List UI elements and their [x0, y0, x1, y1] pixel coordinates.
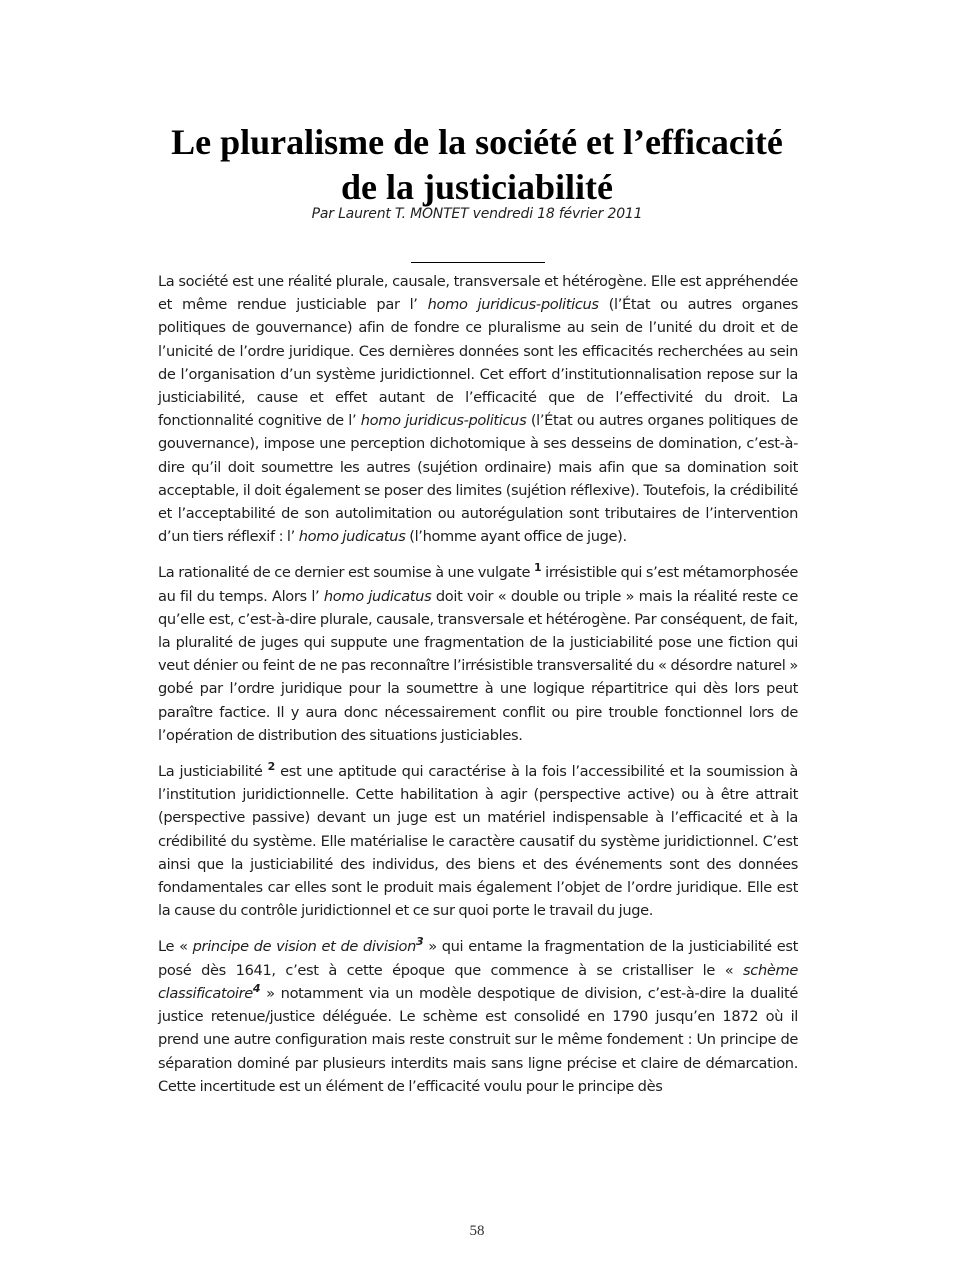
paragraph-1-text-2: (l’État ou autres organes politiques de gouvernance) afin de fondre ce pluralisme au sein de l’unité du droit et de l’unicité de l’ordre juridique. Ces dernières données sont les efficacités recherchées au sein de l’organisation d’un système juridictionnel. Cet effort d’institutionnalisation repose sur la justiciabilité, cause et effet autant de l’efficacité que de l’effectivité du droit. La fonctionnalité cognitive de l’ [158, 296, 798, 430]
article-title-line-2: de la justiciabilité [341, 167, 613, 207]
paragraph-4-text-1: Le « [158, 938, 193, 956]
page-number: 58 [469, 1223, 485, 1239]
title-separator-rule [411, 262, 545, 263]
paragraph-1-text-3: (l’État ou autres organes politiques de gouvernance), impose une perception dichotomique à ses desseins de domination, c’est-à-dire qu’il doit soumettre les autres (sujétion ordinaire) mais afin que sa domination soit acceptable, il doit également se poser des limites (sujétion réflexive). Toutefois, la crédibilité et l’acceptabilité de son autolimitation ou autorégulation sont tributaires de l’intervention d’un tiers réflexif : l’ [158, 412, 798, 546]
article-title [100, 120, 854, 210]
footnote-ref-2[interactable]: 2 [267, 760, 275, 774]
paragraph-4-text-3: » notamment via un modèle despotique de division, c’est-à-dire la dualité justice retenue/justice déléguée. Le schème est consolidé en 1790 jusqu’en 1872 où il prend une autre configuration mais reste construit sur le même fondement : Un principe de séparation dominé par plusieurs interdits mais sans ligne précise et claire de démarcation. Cette incertitude est un élément de l’efficacité voulu pour le principe dès [158, 984, 798, 1095]
paragraph-2-italic-1: homo judicatus [323, 587, 432, 605]
paragraph-3 [158, 760, 798, 922]
paragraph-1-italic-3: homo judicatus [298, 528, 406, 546]
paragraph-2-text-3: doit voir « double ou triple » mais la réalité reste ce qu’elle est, c’est-à-dire plurale, causale, transversale et hétérogène. Par conséquent, de fait, la pluralité de juges qui suppute une fragmentation de la justiciabilité pose une fiction qui veut dénier ou feint de ne pas reconnaître l’irrésistible transversalité du « désordre naturel » gobé par l’ordre juridique pour la soumettre à une logique répartitrice qui dès lors peut paraître factice. Il y aura donc nécessairement conflit ou pire trouble fonctionnel lors de l’opération de distribution des situations justiciables. [158, 587, 798, 744]
article-title-line-1: Le pluralisme de la société et l’efficacité [171, 122, 783, 162]
paragraph-1 [158, 270, 798, 548]
paragraph-1-text-4: (l’homme ayant office de juge). [405, 528, 627, 546]
paragraph-4 [158, 935, 798, 1097]
paragraph-1-text-1: La société est une réalité plurale, causale, transversale et hétérogène. Elle est appréhendée et même rendue justiciable par l’ [158, 273, 798, 314]
paragraph-2-text-1: La rationalité de ce dernier est soumise à une vulgate [158, 564, 534, 582]
paragraph-3-text-1: La justiciabilité [158, 763, 268, 781]
paragraph-4-italic-1: principe de vision et de division [192, 938, 416, 956]
paragraph-1-italic-2: homo juridicus-politicus [360, 412, 527, 430]
paragraph-4-italic-2: schème classificatoire [158, 961, 798, 1002]
paragraph-3-text-2: est une aptitude qui caractérise à la fois l’accessibilité et la soumission à l’institution juridictionnelle. Cette habilitation à agir (perspective active) ou à être attrait (perspective passive) devant un juge est un matériel indispensable à l’efficacité et à la crédibilité du système. Elle matérialise le caractère causatif du système juridictionnel. C’est ainsi que la justiciabilité des individus, des biens et des événements sont des données fondamentales car elles sont le produit mais également l’objet de l’ordre juridique. Elle est la cause du contrôle juridictionnel et ce sur quoi porte le travail du juge. [158, 763, 798, 920]
article-body [158, 270, 798, 1111]
footnote-ref-4[interactable]: 4 [252, 981, 261, 995]
paragraph-2 [158, 561, 798, 747]
article-byline: Par Laurent T. MONTET vendredi 18 février 2011 [311, 206, 643, 222]
footnote-ref-1[interactable]: 1 [533, 561, 542, 575]
paragraph-1-italic-1: homo juridicus-politicus [427, 296, 599, 314]
paragraph-2-text-2: irrésistible qui s’est métamorphosée au fil du temps. Alors l’ [158, 564, 798, 605]
footnote-ref-3[interactable]: 3 [415, 935, 424, 949]
paragraph-4-text-2: » qui entame la fragmentation de la justiciabilité est posé dès 1641, c’est à cette époque que commence à se cristalliser le « [158, 938, 799, 979]
